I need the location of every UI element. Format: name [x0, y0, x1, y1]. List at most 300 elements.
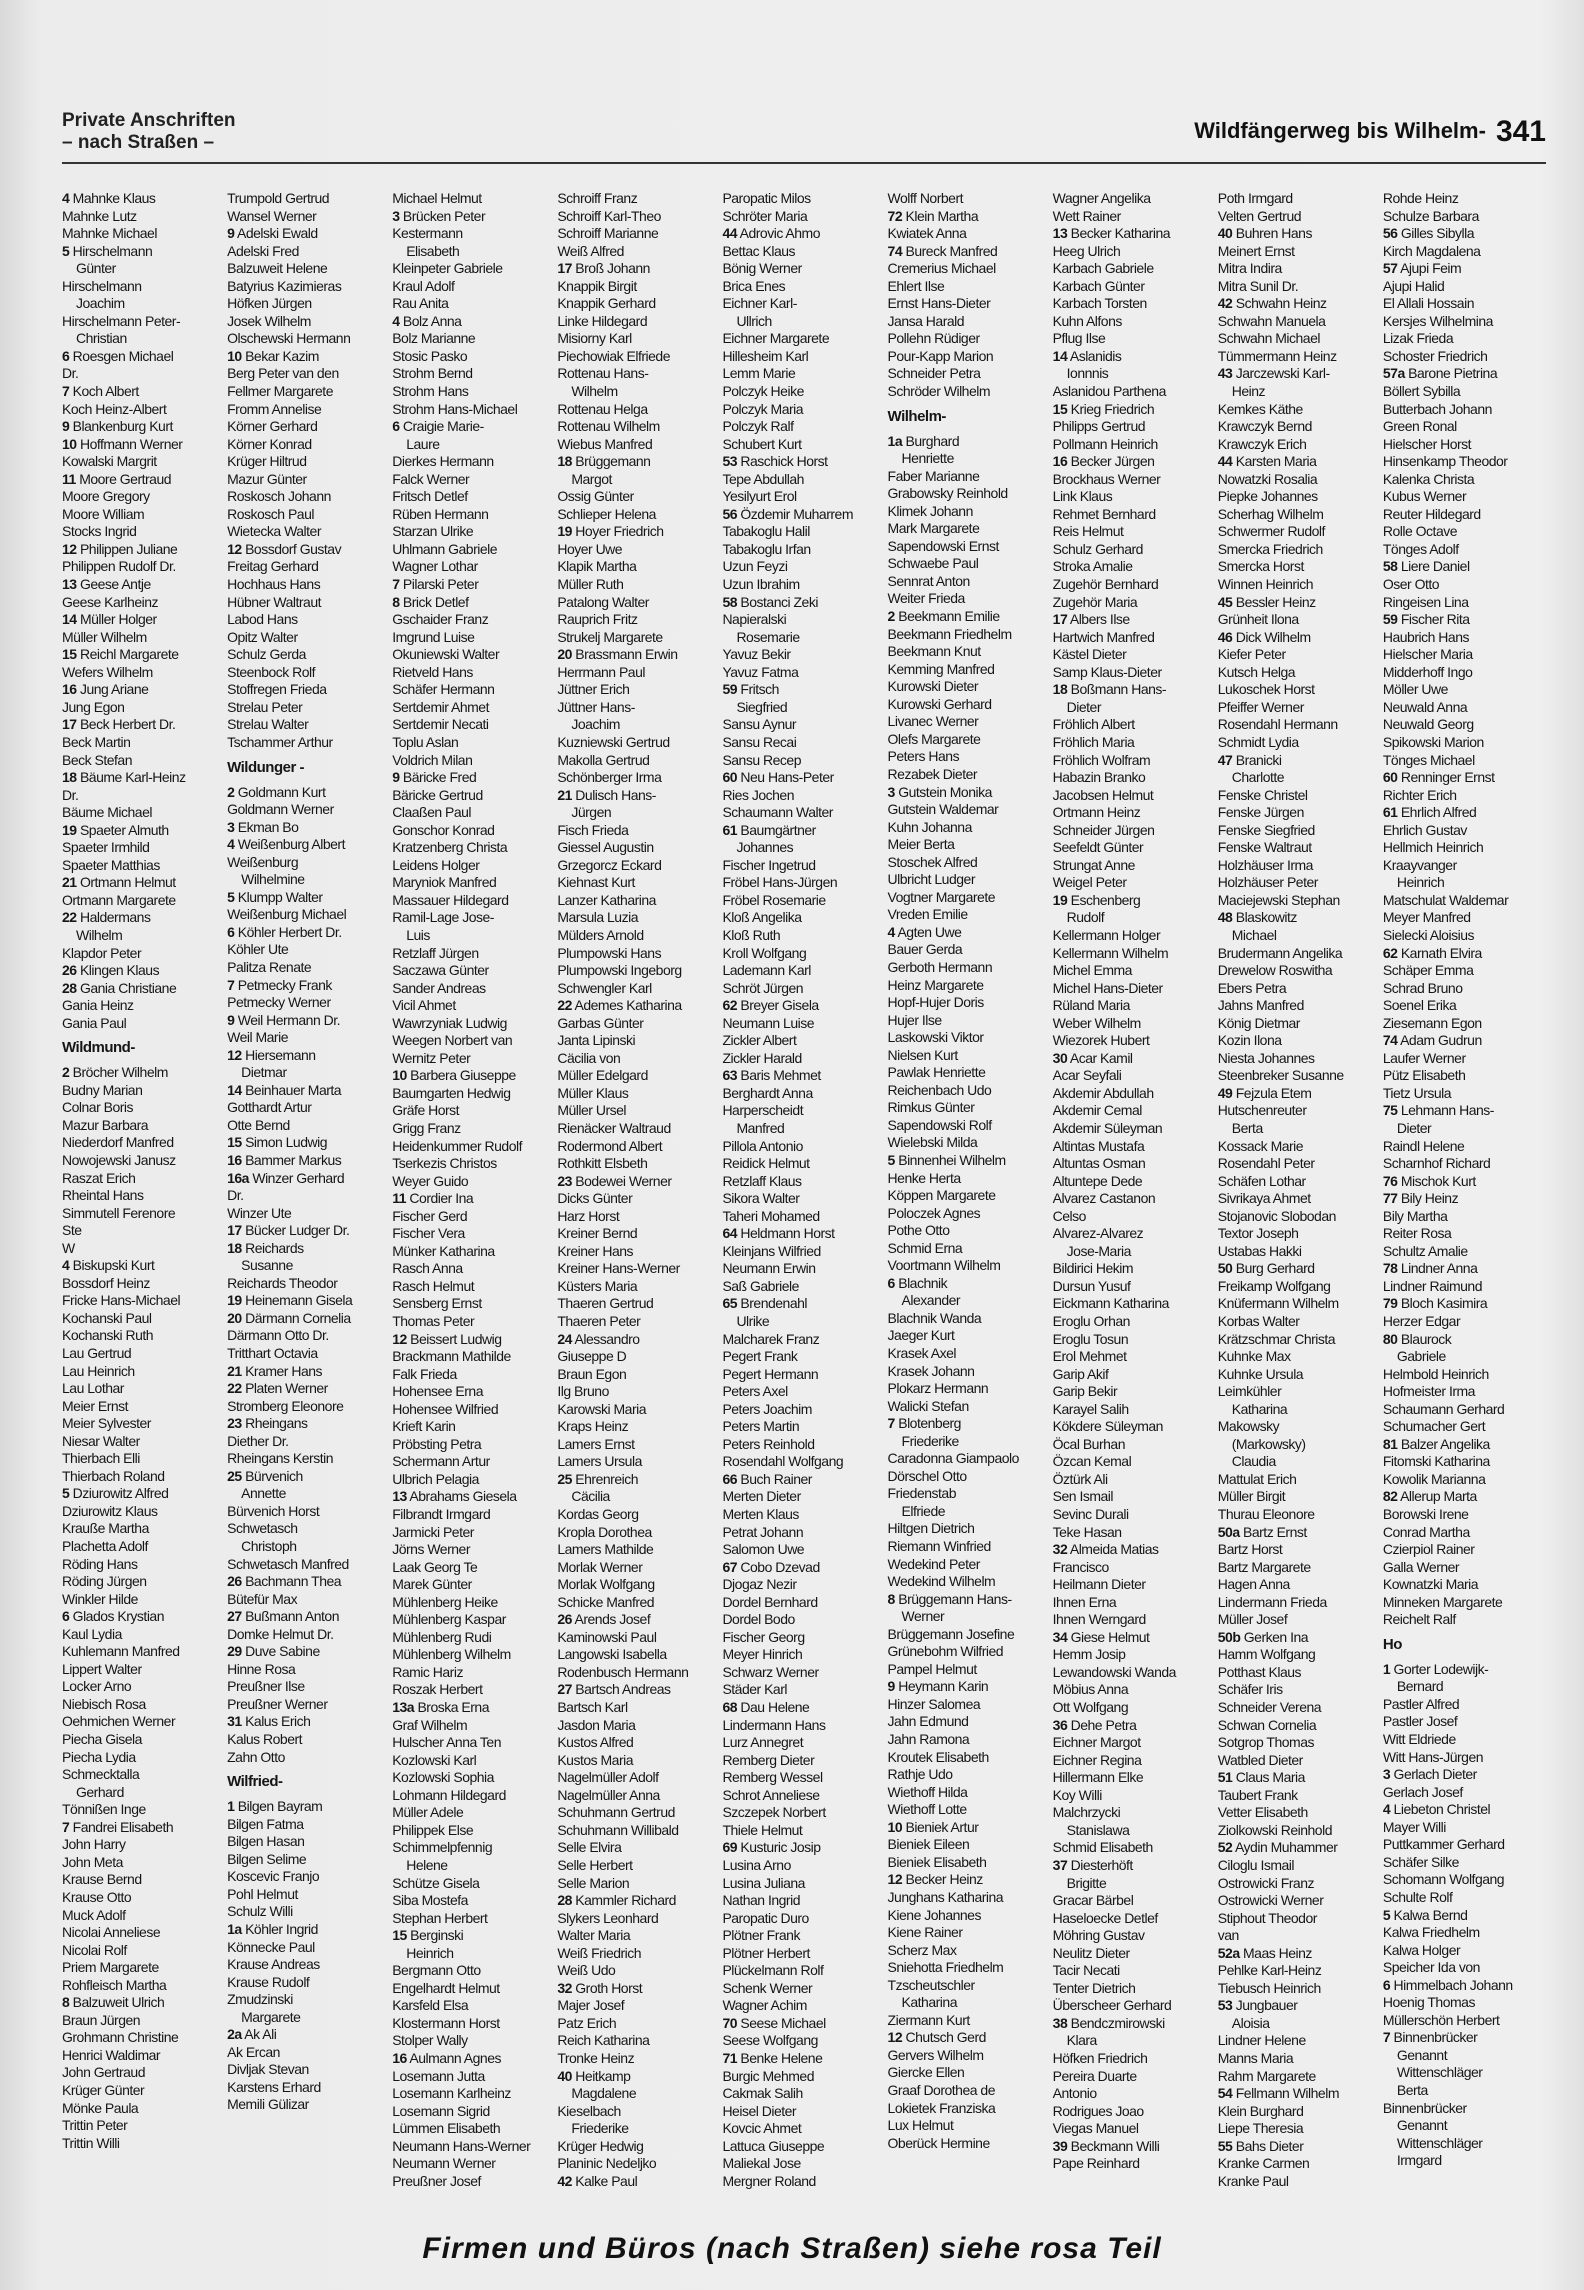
house-number: 58 [1382, 558, 1398, 575]
directory-column [722, 190, 886, 2189]
house-number: 7 [62, 1818, 70, 1835]
list-item: Überscheer Gerhard [1052, 1997, 1172, 2014]
list-item: Schwarz Werner [722, 1663, 819, 1680]
list-item: Polczyk Heike [722, 383, 804, 400]
resident-name: Blotenberg [894, 1415, 961, 1432]
list-item [557, 1173, 721, 1191]
list-item: Röding Hans [62, 1555, 138, 1572]
list-item: Peters Joachim [722, 1400, 812, 1417]
list-item [227, 1240, 391, 1258]
list-item: Krieft Karin [392, 1418, 456, 1435]
list-item: Borowski Irene [1382, 1506, 1469, 1523]
list-item: Okuniewski Walter [392, 646, 500, 663]
house-number: 9 [227, 1011, 235, 1028]
list-item: Akdemir Süleyman [1052, 1119, 1163, 1136]
list-item: Bilgen Selime [227, 1850, 307, 1867]
list-item: Moore William [62, 505, 145, 522]
list-item: Stephan Herbert [392, 1909, 488, 1926]
list-item: Möhring Gustav [1052, 1927, 1145, 1944]
house-number: 14 [1052, 347, 1068, 364]
resident-name: Kalus Erich [241, 1713, 311, 1730]
resident-name: Becker Katharina [1067, 225, 1171, 242]
house-number: 22 [227, 1380, 242, 1397]
list-item: Siba Mostefa [392, 1892, 468, 1909]
house-number: 16a [227, 1169, 249, 1186]
list-item: Dordel Bodo [722, 1611, 795, 1628]
list-item: Möbius Anna [1052, 1681, 1129, 1698]
list-item [722, 822, 886, 840]
resident-name: Kalke Paul [571, 2172, 638, 2189]
list-item: Schoster Friedrich [1382, 347, 1488, 364]
list-item [1383, 769, 1547, 787]
list-item: Joachim [76, 295, 125, 312]
list-item: Hofmeister Irma [1382, 1383, 1475, 1400]
street-heading: Wilhelm- [887, 407, 946, 425]
list-item: Sotgrop Thomas [1217, 1734, 1315, 1751]
list-item: Massauer Hildegard [392, 891, 509, 908]
house-number: 54 [1217, 2085, 1233, 2102]
list-item: Friedenstab [887, 1485, 956, 1502]
list-item: Reuter Hildegard [1382, 505, 1481, 522]
list-item: Ostrowicki Franz [1217, 1874, 1314, 1891]
house-number: 50a [1217, 1523, 1240, 1540]
house-number: 2 [227, 783, 235, 800]
list-item: Krüger Hiltrud [227, 453, 307, 470]
list-item: Kranke Paul [1217, 2172, 1289, 2189]
list-item: Alvarez Castanon [1052, 1190, 1156, 1207]
list-item: Piepke Johannes [1217, 488, 1318, 505]
resident-name: Jarczewski Karl- [1232, 365, 1330, 382]
list-item: Maciejewski Stephan [1217, 891, 1340, 908]
list-item: Midderhoff Ingo [1382, 663, 1473, 680]
list-item [722, 594, 886, 612]
list-item: Bieniek Elisabeth [887, 1853, 987, 1870]
list-item: Makowsky [1217, 1418, 1280, 1435]
list-item: Kozlowski Sophia [392, 1769, 494, 1786]
list-item: Kleinjans Wilfried [722, 1242, 821, 1259]
list-item: Kuhnke Max [1217, 1348, 1291, 1365]
house-number: 19 [1052, 891, 1068, 908]
list-item [62, 1064, 226, 1082]
list-item: Kowolik Marianna [1382, 1470, 1486, 1487]
list-item [1383, 1331, 1547, 1349]
list-item: Tabakoglu Halil [722, 523, 810, 540]
list-item: Tzscheutschler [887, 1976, 975, 1993]
list-item: Kochanski Ruth [62, 1327, 154, 1344]
list-item: Bolz Marianne [392, 330, 476, 347]
list-item [722, 506, 886, 524]
list-item: Karayel Salih [1052, 1400, 1129, 1417]
list-item: Fritsch Detlef [392, 488, 468, 505]
list-item: Ajupi Halid [1382, 277, 1445, 294]
list-item: Stromberg Eleonore [227, 1397, 344, 1414]
list-item [1053, 401, 1217, 419]
resident-name: Bodewei Werner [571, 1172, 672, 1189]
list-item: Mitra Sunil Dr. [1217, 277, 1299, 294]
list-item: Dursun Yusuf [1052, 1277, 1131, 1294]
house-number: 20 [227, 1309, 242, 1326]
list-item: Ostrowicki Werner [1217, 1892, 1324, 1909]
list-item: Fischer Vera [392, 1225, 465, 1242]
list-item: Rodenbusch Hermann [557, 1663, 689, 1680]
resident-name: Blaurock [1397, 1330, 1452, 1347]
resident-name: Himmelbach Johann [1390, 1976, 1513, 1993]
list-item: Kwiatek Anna [887, 225, 967, 242]
list-item: Textor Joseph [1217, 1225, 1299, 1242]
list-item: John Harry [62, 1836, 126, 1853]
resident-name: Broska Erna [414, 1699, 490, 1716]
list-item: Vicil Ahmet [392, 997, 456, 1014]
house-number: 3 [1382, 1766, 1391, 1783]
house-number: 6 [62, 1608, 70, 1625]
resident-name: Ehrenreich [571, 1470, 638, 1487]
list-item [62, 769, 226, 787]
list-item [62, 716, 226, 734]
house-number: 10 [62, 435, 77, 452]
list-item: Sikora Walter [722, 1190, 800, 1207]
list-item: Retzlaff Jürgen [392, 944, 479, 961]
resident-name: Bilgen Bayram [234, 1798, 323, 1815]
list-item: Raszat Erich [62, 1169, 136, 1186]
list-item: Freikamp Wolfgang [1217, 1277, 1331, 1294]
list-item: Gschaider Franz [392, 611, 489, 628]
list-item: Poloczek Agnes [887, 1204, 981, 1221]
list-item: Speicher Ida von [1382, 1959, 1480, 1976]
list-item: Schneider Petra [887, 365, 981, 382]
list-item: Rathje Udo [887, 1766, 953, 1783]
list-item: Minneken Margarete [1382, 1593, 1503, 1610]
list-item: Schaumann Walter [722, 804, 833, 821]
list-item: Ihnen Werngard [1052, 1611, 1146, 1628]
list-item: Yesilyurt Erol [722, 488, 797, 505]
list-item: Pollehn Rüdiger [887, 330, 980, 347]
list-item: Rosendahl Wolfgang [722, 1453, 844, 1470]
list-item [557, 646, 721, 664]
list-item: Blachnik Wanda [887, 1309, 982, 1326]
list-item: Salomon Uwe [722, 1541, 805, 1558]
house-number: 2 [887, 608, 895, 625]
list-item: Reichards Theodor [227, 1274, 338, 1291]
list-item [1218, 225, 1382, 243]
list-item: Walter Maria [557, 1927, 631, 1944]
list-item: (Markowsky) [1231, 1435, 1306, 1452]
list-item: Kuhn Alfons [1052, 312, 1122, 329]
list-item [722, 453, 886, 471]
resident-name: Philippen Juliane [76, 540, 178, 557]
list-item [1053, 681, 1217, 699]
list-item: Jürgen [571, 804, 612, 821]
list-item: Schicke Manfred [557, 1593, 655, 1610]
list-item: Rolle Octave [1382, 523, 1458, 540]
resident-name: Köhler Herbert Dr. [234, 923, 342, 940]
house-number: 25 [227, 1467, 242, 1484]
list-item: Rodrigues Joao [1052, 2102, 1144, 2119]
resident-name: Brassmann Erwin [571, 646, 678, 663]
house-number: 53 [722, 453, 738, 470]
house-number: 17 [62, 716, 77, 733]
list-item: Hutschenreuter [1217, 1102, 1307, 1119]
list-item: Ehlert Ilse [887, 277, 945, 294]
resident-name: Balzuweit Ulrich [69, 1994, 165, 2011]
list-item [557, 1331, 721, 1349]
list-item: Nielsen Kurt [887, 1046, 958, 1063]
list-item: Schmidt Lydia [1217, 733, 1299, 750]
house-number: 55 [1217, 2137, 1233, 2154]
list-item: Czierpiol Rainer [1382, 1541, 1475, 1558]
list-item: Rudolf [1066, 909, 1105, 926]
list-item: Matschulat Waldemar [1382, 891, 1509, 908]
list-item: Nowojewski Janusz [62, 1151, 176, 1168]
house-number: 21 [227, 1362, 242, 1379]
list-item: Karbach Gabriele [1052, 260, 1154, 277]
house-number: 82 [1382, 1488, 1398, 1505]
list-item: Lokietek Franziska [887, 2099, 996, 2116]
list-item: Thiele Helmut [722, 1821, 803, 1838]
list-item: Plachetta Adolf [62, 1538, 148, 1555]
house-number: 23 [227, 1415, 242, 1432]
list-item [1383, 1173, 1547, 1191]
list-item: Rimkus Günter [887, 1099, 975, 1116]
list-item: Lusina Juliana [722, 1874, 805, 1891]
list-item: Tronke Heinz [557, 2049, 635, 2066]
list-item: Knappik Gerhard [557, 295, 656, 312]
list-item: Schuhmann Willibald [557, 1821, 679, 1838]
list-item: Adelski Fred [227, 242, 299, 259]
house-number: 36 [1052, 1716, 1068, 1733]
list-item: Wilhelm [76, 926, 123, 943]
resident-name: Raschick Horst [737, 453, 828, 470]
house-number: 62 [1382, 944, 1398, 961]
list-item: Weißenburg [227, 853, 299, 870]
list-item: Pollmann Heinrich [1052, 435, 1158, 452]
list-item: Hagen Anna [1217, 1576, 1290, 1593]
resident-name: Ehrlich Alfred [1397, 804, 1477, 821]
list-item: Peters Reinhold [722, 1435, 815, 1452]
list-item: Schwaebe Paul [887, 555, 979, 572]
list-item: Kiehnast Kurt [557, 874, 635, 891]
list-item: Losemann Sigrid [392, 2102, 490, 2119]
list-item: Gervers Wilhelm [887, 2046, 984, 2063]
house-number: 4 [62, 1257, 70, 1274]
house-number: 2a [227, 2026, 242, 2043]
list-item: Müller Adele [392, 1804, 464, 1821]
list-item [62, 646, 226, 664]
list-item [1218, 1524, 1382, 1542]
list-item: Hochhaus Hans [227, 576, 321, 593]
list-item: Lindner Raimund [1382, 1277, 1482, 1294]
list-item [392, 769, 556, 787]
directory-column [62, 190, 226, 2180]
list-item: Claudia [1231, 1453, 1276, 1470]
list-item: Mülders Arnold [557, 926, 644, 943]
list-item: Peters Martin [722, 1418, 800, 1435]
resident-name: Duve Sabine [241, 1643, 320, 1660]
list-item: Seefeldt Günter [1052, 839, 1144, 856]
house-number: 19 [227, 1292, 242, 1309]
list-item: Kuhlemann Manfred [62, 1643, 180, 1660]
resident-name: Bendczmirowski [1067, 2014, 1165, 2031]
list-item: Heilmann Dieter [1052, 1576, 1146, 1593]
list-item: Höfken Friedrich [1052, 2049, 1148, 2066]
list-item: Bergmann Otto [392, 1962, 481, 1979]
house-number: 9 [392, 769, 400, 786]
house-number: 25 [557, 1470, 572, 1487]
list-item: Kranke Carmen [1217, 2155, 1310, 2172]
resident-name: Heitkamp [571, 2067, 631, 2084]
list-item: Sapendowski Ernst [887, 537, 999, 554]
list-item: Kurowski Dieter [887, 678, 979, 695]
list-item [722, 2015, 886, 2033]
list-item: Eichner Regina [1052, 1751, 1142, 1768]
list-item: Pillola Antonio [722, 1137, 803, 1154]
list-item: Piecha Gisela [62, 1731, 142, 1748]
list-item [1383, 1766, 1547, 1784]
list-item: Reis Helmut [1052, 523, 1124, 540]
house-number: 16 [62, 681, 77, 698]
list-item: Bossdorf Heinz [62, 1274, 150, 1291]
list-item: Brackmann Mathilde [392, 1348, 511, 1365]
house-number: 15 [62, 646, 77, 663]
list-item: Aloisia [1231, 2014, 1270, 2031]
list-item: Vetter Elisabeth [1217, 1804, 1308, 1821]
list-item: Hohensee Erna [392, 1383, 484, 1400]
list-item [1383, 260, 1547, 278]
house-number: 61 [1382, 804, 1398, 821]
list-item [1383, 1295, 1547, 1313]
house-number: 9 [62, 418, 70, 435]
house-number: 52a [1217, 1944, 1240, 1961]
list-item: Vreden Emilie [887, 906, 968, 923]
list-item [888, 1871, 1052, 1889]
list-item: Berghardt Anna [722, 1084, 813, 1101]
list-item: Scherhag Wilhelm [1217, 505, 1324, 522]
list-item: Bily Martha [1382, 1207, 1448, 1224]
list-item: Wefers Wilhelm [62, 663, 153, 680]
list-item: Budny Marian [62, 1081, 143, 1098]
resident-name: Bäricke Fred [399, 769, 477, 786]
list-item: Bilgen Hasan [227, 1833, 305, 1850]
list-item: Neumann Erwin [722, 1260, 816, 1277]
list-item: Annette [241, 1485, 286, 1502]
house-number: 59 [722, 681, 738, 698]
list-item: Laskowski Viktor [887, 1029, 984, 1046]
list-item: Tritthart Octavia [227, 1345, 318, 1361]
list-item: Dordel Bernhard [722, 1593, 818, 1610]
page-range-title [1194, 112, 1546, 146]
list-item: Stiphout Theodor [1217, 1909, 1317, 1926]
list-item: Wielebski Milda [887, 1134, 978, 1151]
list-item: Jose-Maria [1066, 1242, 1131, 1259]
list-item [227, 1134, 391, 1152]
list-item [62, 418, 226, 436]
resident-name: Barbera Giuseppe [406, 1067, 516, 1084]
list-item: Lippert Walter [62, 1660, 142, 1677]
list-item: Michael [1231, 926, 1277, 943]
house-number: 32 [1052, 1541, 1068, 1558]
list-item: Lau Gertrud [62, 1345, 132, 1361]
list-item: Taubert Frank [1217, 1786, 1298, 1803]
list-item [1053, 2015, 1217, 2033]
resident-name: Köhler Ingrid [241, 1920, 318, 1937]
list-item: Ciloglu Ismail [1217, 1856, 1295, 1873]
house-number: 81 [1382, 1435, 1398, 1452]
house-number: 5 [62, 1485, 70, 1502]
list-item: Maliekal Jose [722, 2155, 801, 2172]
list-item: Makolla Gertrud [557, 751, 650, 768]
list-item: Voortmann Wilhelm [887, 1257, 1001, 1274]
list-item: Kloß Angelika [722, 909, 802, 926]
list-item: Yavuz Fatma [722, 663, 799, 680]
list-item: Laak Georg Te [392, 1558, 478, 1575]
list-item: Schulz Gerhard [1052, 540, 1143, 557]
list-item: Palitza Renate [227, 958, 312, 975]
resident-name: Gerlach Dieter [1390, 1766, 1477, 1783]
list-item: Schneider Jürgen [1052, 821, 1155, 838]
list-item: Meyer Hinrich [722, 1646, 803, 1663]
list-item [722, 225, 886, 243]
resident-name: Becker Jürgen [1067, 453, 1155, 470]
resident-name: Heymann Karin [894, 1678, 989, 1695]
house-number: 17 [1052, 611, 1068, 628]
list-item [1218, 1769, 1382, 1787]
list-item: Wedekind Peter [887, 1555, 980, 1572]
list-item: Pegert Frank [722, 1348, 798, 1365]
list-item: Wernitz Peter [392, 1049, 471, 1066]
list-item [227, 1292, 391, 1310]
list-item: Beekmann Friedhelm [887, 625, 1012, 642]
list-item: Hopf-Hujer Doris [887, 994, 984, 1011]
list-item: Kowalski Margrit [62, 453, 157, 470]
list-item: Kropla Dorothea [557, 1523, 652, 1540]
list-item: Braun Jürgen [62, 2011, 141, 2028]
list-item: Petrat Johann [722, 1523, 804, 1540]
list-item: Akdemir Cemal [1052, 1102, 1142, 1119]
list-item: Winnen Heinrich [1217, 576, 1313, 593]
list-item: Linke Hildegard [557, 312, 648, 329]
resident-name: Claus Maria [1232, 1769, 1305, 1786]
list-item: Cremerius Michael [887, 260, 996, 277]
list-item: Höfken Jürgen [227, 295, 312, 312]
list-item: Böllert Sybilla [1382, 383, 1461, 400]
street-heading: Wildunger - [227, 758, 304, 776]
house-number: 22 [62, 909, 77, 926]
list-item: Krasek Johann [887, 1362, 975, 1379]
list-item: Teke Hasan [1052, 1523, 1122, 1540]
resident-name: Buhren Hans [1232, 225, 1312, 242]
list-item [62, 909, 226, 927]
resident-name: Groth Horst [571, 1979, 643, 1996]
resident-name: Renninger Ernst [1397, 769, 1495, 786]
list-item: Henrici Waldimar [62, 2046, 161, 2063]
house-number: 67 [722, 1558, 738, 1575]
resident-name: Fejzula Etem [1232, 1084, 1312, 1101]
list-item: Garip Bekir [1052, 1383, 1118, 1400]
list-item: Brudermann Angelika [1217, 944, 1343, 961]
resident-name: Bachmann Thea [241, 1573, 342, 1590]
list-item: Acar Seyfali [1052, 1067, 1122, 1084]
list-item [557, 787, 721, 805]
resident-name: Krieg Friedrich [1067, 400, 1155, 417]
list-item: Jahns Manfred [1217, 997, 1304, 1014]
list-item: Lademann Karl [722, 962, 811, 979]
resident-name: Beinhauer Marta [241, 1081, 342, 1098]
house-number: 18 [62, 769, 77, 786]
list-item: Zmudzinski [227, 1991, 293, 2008]
list-item: Brigitte [1066, 1874, 1107, 1891]
list-item: Bieniek Eileen [887, 1836, 970, 1853]
list-item: Jüttner Hans- [557, 698, 635, 715]
list-item: Jörns Werner [392, 1541, 470, 1558]
